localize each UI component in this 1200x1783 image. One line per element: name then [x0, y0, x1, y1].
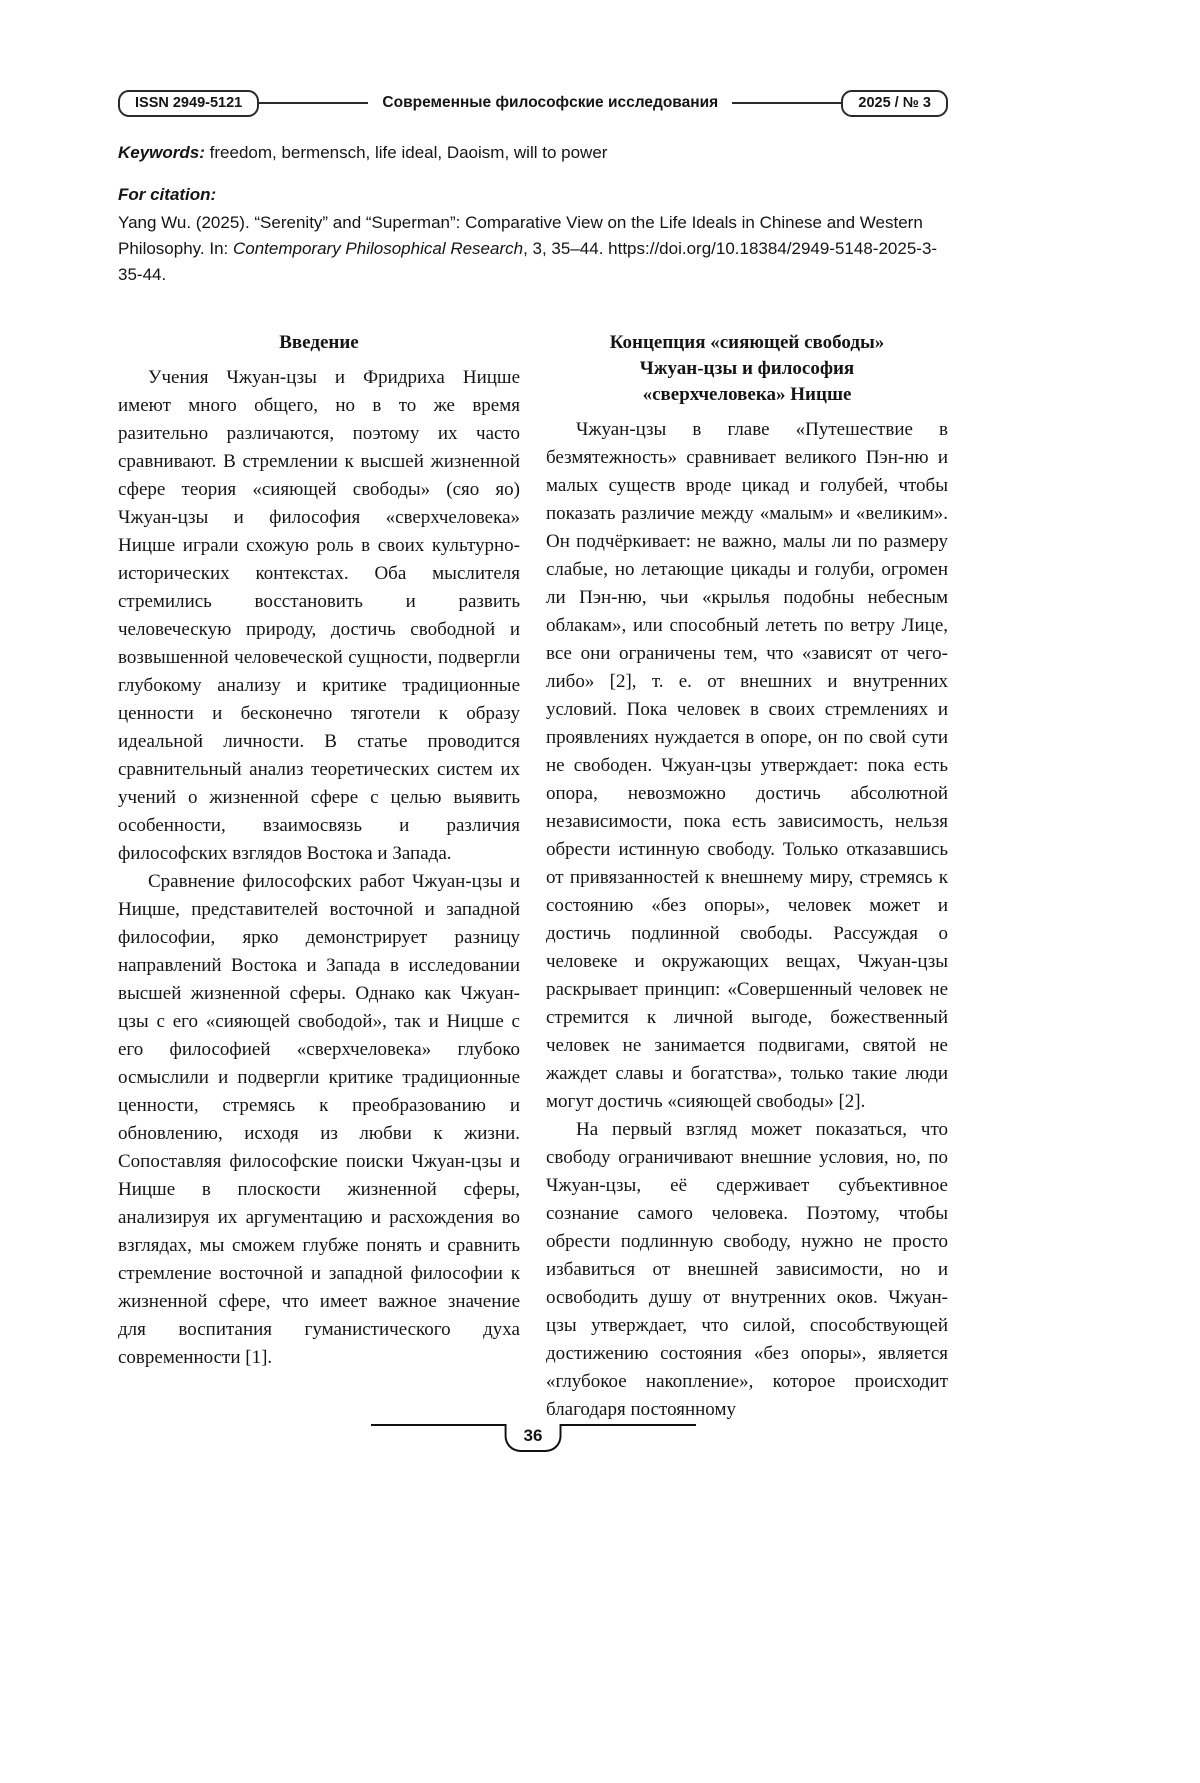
paragraph: На первый взгляд может показаться, что свободу ограничивают внешние условия, но, по Чжуан-цзы, её сдерживает субъективное сознание самого человека. Поэтому, чтобы обрести подлинную свободу, нужно не просто избавиться от внешней зависимости, но и освободить душу от внутренних оков. Чжуан-цзы утверждает, что силой, способствующей достижению состояния «без опоры», является «глубокое накопление», которое происходит благодаря постоянному [546, 1119, 948, 1420]
issn-badge: ISSN 2949-5121 [118, 90, 259, 117]
citation-part-after: , 3, 35–44. https://doi.org/10.18384/2949-5148-2025-3-35-44. [118, 239, 938, 284]
citation-text [118, 210, 948, 288]
section-heading-concept: Концепция «сияющей свободы» Чжуан-цзы и философия «сверхчеловека» Ницше [609, 332, 885, 405]
keywords-text: freedom, bermensch, life ideal, Daoism, will to power [209, 143, 608, 162]
paragraph: Сравнение философских работ Чжуан-цзы и Ницше, представителей восточной и западной философии, ярко демонстрирует разницу направлений Востока и Запада в исследовании высшей жизненной сферы. Однако как Чжуан-цзы с его «сияющей свободой», так и Ницше с его философией «сверхчеловека» глубоко осмыслили и подвергли критике традиционные ценности, стремясь к преобразованию и обновлению, исходя из любви к жизни. Сопоставляя философские поиски Чжуан-цзы и Ницше в плоскости жизненной сферы, анализируя их аргументацию и расхождения во взглядах, мы сможем глубже понять и сравнить стремление восточной и западной философии к жизненной сфере, что имеет важное значение для воспитания гуманистического духа современности [1]. [118, 871, 520, 1368]
citation-label: For citation: [118, 185, 217, 204]
paragraph: Учения Чжуан-цзы и Фридриха Ницше имеют много общего, но в то же время разительно различаются, поэтому их часто сравнивают. В стремлении к высшей жизненной сфере теория «сияющей свободы» (сяо яо) Чжуан-цзы и философия «сверхчеловека» Ницше играли схожую роль в своих культурно-исторических контекстах. Оба мыслителя стремились восстановить и развить человеческую природу, достичь свободной и возвышенной человеческой сущности, подвергли глубокому анализу и критике традиционные ценности и бесконечно тяготели к образу идеальной личности. В статье проводится сравнительный анализ теоретических систем их учений о жизненной сфере с целью выявить особенности, взаимосвязь и различия философских взглядов Востока и Запада. [118, 367, 520, 864]
section-heading-introduction: Введение [279, 332, 359, 353]
article-body [118, 330, 948, 1424]
keywords-label: Keywords: [118, 143, 205, 162]
issue-badge: 2025 / № 3 [841, 90, 948, 117]
journal-header [118, 88, 948, 118]
paragraph: Чжуан-цзы в главе «Путешествие в безмятежность» сравнивает великого Пэн-ню и малых существ вроде цикад и голубей, чтобы показать различие между «малым» и «великим». Он подчёркивает: не важно, малы ли по размеру слабые, но летающие цикады и голуби, огромен ли Пэн-ню, чьи «крылья подобны небесным облакам», или способный лететь по ветру Лице, все они ограничены тем, что «зависят от чего-либо» [2], т. е. от внешних и внутренних условий. Пока человек в своих стремлениях и проявлениях нуждается в опоре, он по свой сути не свободен. Чжуан-цзы утверждает: пока есть опора, невозможно достичь абсолютной независимости, пока есть зависимость, нельзя обрести истинную свободу. Только отказавшись от привязанностей к внешнему миру, стремясь к состоянию «без опоры», человек может и достичь подлинной свободы. Рассуждая о человеке и окружающих вещах, Чжуан-цзы раскрывает принцип: «Совершенный человек не стремится к личной выгоде, божественный человек не занимается подвигами, святой не жаждет славы и богатства», только такие люди могут достичь «сияющей свободы» [2]. [546, 419, 948, 1112]
footer-rule [371, 1424, 696, 1460]
right-column [546, 330, 948, 1424]
page-number: 36 [505, 1424, 562, 1452]
journal-title: Современные философские исследования [368, 94, 732, 112]
article-meta [118, 140, 948, 288]
keywords-line [118, 140, 948, 166]
page-content [118, 88, 948, 1424]
citation-journal-name: Contemporary Philosophical Research [232, 239, 524, 258]
left-column [118, 330, 520, 1424]
citation-part-before: Yang Wu. (2025). “Serenity” and “Superman”: Comparative View on the Life Ideals in Chinese and Western Philosophy. In: [118, 213, 923, 258]
page-footer [118, 1424, 948, 1460]
